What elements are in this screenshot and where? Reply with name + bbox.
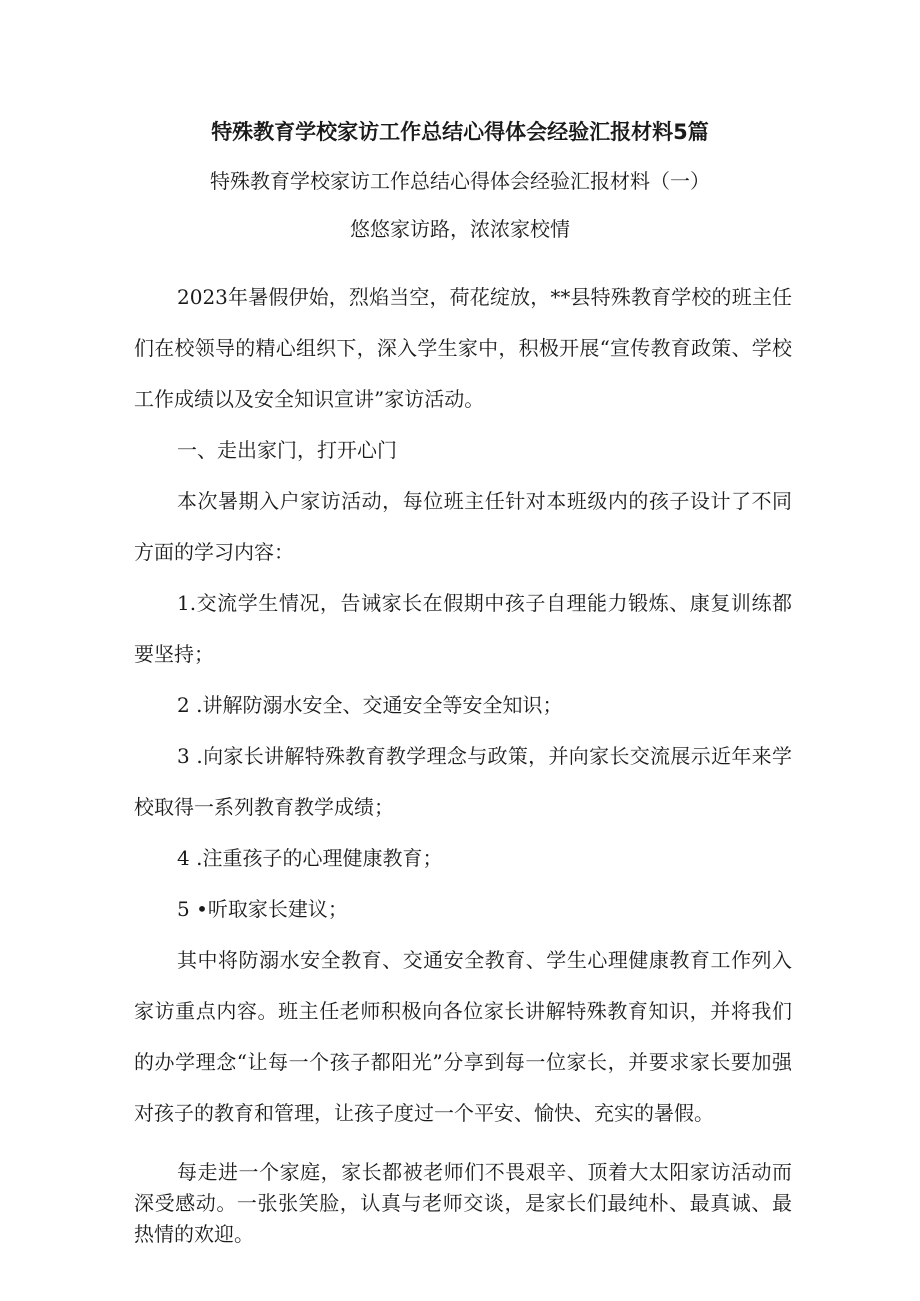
paragraph: 2023年暑假伊始，烈焰当空，荷花绽放，**县特殊教育学校的班主任们在校领导的精心组织下，深入学生家中，积极开展“宣传教育政策、学校工作成绩以及安全知识宣讲”家访活动。 — [134, 285, 792, 411]
document-title: 特殊教育学校家访工作总结心得体会经验汇报材料5篇 — [211, 120, 709, 144]
paragraph: 5 •听取家长建议； — [177, 897, 348, 921]
paragraph: 本次暑期入户家访活动，每位班主任针对本班级内的孩子设计了不同方面的学习内容： — [134, 489, 792, 564]
document-subtitle: 特殊教育学校家访工作总结心得体会经验汇报材料（一） — [210, 169, 710, 193]
paragraph: 2 .讲解防溺水安全、交通安全等安全知识； — [177, 693, 563, 717]
section-heading: 悠悠家访路，浓浓家校情 — [350, 217, 570, 241]
paragraph: 其中将防溺水安全教育、交通安全教育、学生心理健康教育工作列入家访重点内容。班主任老师积极向各位家长讲解特殊教育知识，并将我们的办学理念“让每一个孩子都阳光”分享到每一位家长，并要求家长要加强对孩子的教育和管理，让孩子度过一个平安、愉快、充实的暑假。 — [134, 948, 792, 1125]
paragraph: 1.交流学生情况，告诫家长在假期中孩子自理能力锻炼、康复训练都要坚持； — [134, 591, 792, 666]
paragraph: 4 .注重孩子的心理健康教育； — [177, 846, 443, 870]
document-body — [134, 272, 792, 1250]
paragraph: 3 .向家长讲解特殊教育教学理念与政策，并向家长交流展示近年来学校取得一系列教育教学成绩； — [134, 744, 792, 819]
paragraph: 每走进一个家庭，家长都被老师们不畏艰辛、顶着大太阳家访活动而深受感动。一张张笑脸，认真与老师交谈，是家长们最纯朴、最真诚、最热情的欢迎。 — [134, 1160, 792, 1246]
paragraph: 一、走出家门，打开心门 — [177, 438, 397, 462]
